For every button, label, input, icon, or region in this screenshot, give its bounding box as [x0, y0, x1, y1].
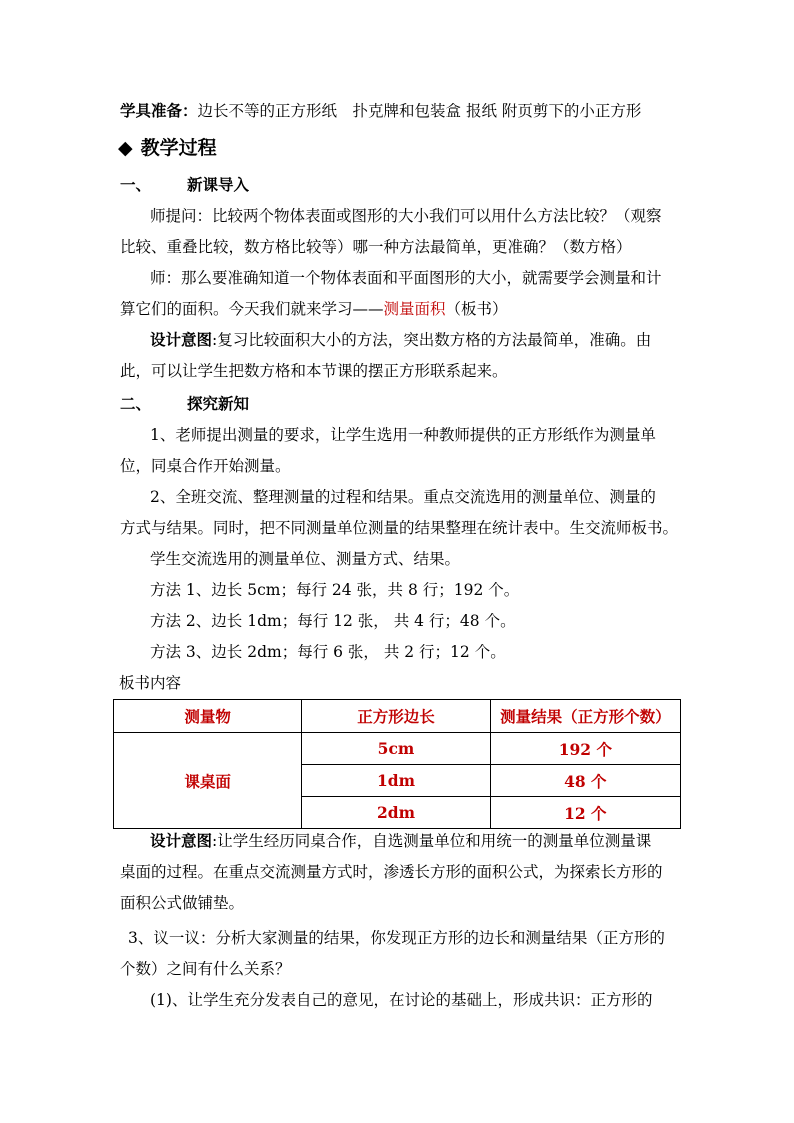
diamond-bullet-icon: ◆ [118, 137, 133, 159]
design-intent-2-line-3: 面积公式做铺垫。 [120, 894, 245, 912]
design-intent-1-line-1 [150, 330, 651, 350]
paragraph-1-line-1: 师提问：比较两个物体表面或图形的大小我们可以用什么方法比较？（观察 [150, 207, 662, 225]
object-cell: 课桌面 [114, 733, 302, 829]
design-intent-label: 设计意图 [150, 330, 213, 349]
section-1-num: 一、 [120, 175, 152, 194]
section-2-title: 探究新知 [187, 394, 250, 413]
paragraph-3-line-1: 1、老师提出测量的要求，让学生选用一种教师提供的正方形纸作为测量单 [150, 426, 656, 444]
method-2: 方法 2、边长 1dm；每行 12 张， 共 4 行；48 个。 [150, 612, 516, 630]
design-intent-1-line-2: 此，可以让学生把数方格和本节课的摆正方形联系起来。 [120, 362, 508, 380]
design-intent-2-line-1 [150, 831, 651, 851]
paragraph-5: 学生交流选用的测量单位、测量方式、结果。 [150, 550, 461, 568]
side-cell: 5cm [302, 733, 490, 765]
paragraph-4-line-2: 方式与结果。同时，把不同测量单位测量的结果整理在统计表中。生交流师板书。 [120, 519, 679, 537]
method-1: 方法 1、边长 5cm；每行 24 张，共 8 行；192 个。 [150, 581, 520, 599]
board-table [113, 699, 681, 829]
section-heading-process [118, 138, 217, 158]
method-3: 方法 3、边长 2dm；每行 6 张， 共 2 行；12 个。 [150, 643, 506, 661]
prep-text: 边长不等的正方形纸 扑克牌和包装盒 报纸 附页剪下的小正方形 [197, 102, 642, 120]
paragraph-2-line-1: 师：那么要准确知道一个物体表面和平面图形的大小，就需要学会测量和计 [150, 269, 662, 287]
design-intent-2-text: :让学生经历同桌合作，自选测量单位和用统一的测量单位测量课 [212, 832, 652, 850]
section-1-heading [120, 175, 249, 195]
paragraph-4-line-1: 2、全班交流、整理测量的过程和结果。重点交流选用的测量单位、测量的 [150, 488, 656, 506]
side-cell: 1dm [302, 765, 490, 797]
process-title: 教学过程 [140, 137, 217, 159]
section-2-heading [120, 394, 249, 414]
count-cell: 12 个 [490, 797, 680, 829]
design-intent-1-text: :复习比较面积大小的方法，突出数方格的方法最简单，准确。由 [212, 331, 652, 349]
topic-highlight: 测量面积 [383, 300, 446, 318]
paragraph-2-text: 算它们的面积。今天我们就来学习—— [120, 300, 384, 318]
side-cell: 2dm [302, 797, 490, 829]
paragraph-2-line-2 [120, 299, 508, 319]
table-row [114, 733, 681, 765]
paragraph-2-tail: （板书） [445, 300, 508, 318]
count-cell: 48 个 [490, 765, 680, 797]
paragraph-6-line-1: 3、议一议：分析大家测量的结果，你发现正方形的边长和测量结果（正方形的 [128, 929, 665, 947]
paragraph-1-line-2: 比较、重叠比较，数方格比较等）哪一种方法最简单，更准确？（数方格） [120, 238, 632, 256]
table-header-cell: 测量结果（正方形个数） [490, 700, 680, 733]
paragraph-6-line-2: 个数）之间有什么关系？ [120, 960, 291, 978]
design-intent-label: 设计意图 [150, 831, 213, 850]
table-header-row [114, 700, 681, 733]
design-intent-2-line-2: 桌面的过程。在重点交流测量方式时，渗透长方形的面积公式，为探索长方形的 [120, 863, 663, 881]
table-header-cell: 测量物 [114, 700, 302, 733]
table-header-cell: 正方形边长 [302, 700, 490, 733]
prep-line [120, 101, 641, 121]
section-1-title: 新课导入 [187, 175, 250, 194]
board-title: 板书内容 [119, 674, 182, 692]
section-2-num: 二、 [120, 394, 152, 413]
count-cell: 192 个 [490, 733, 680, 765]
paragraph-7: (1)、让学生充分发表自己的意见，在讨论的基础上，形成共识：正方形的 [150, 991, 653, 1009]
prep-label: 学具准备： [120, 101, 198, 120]
paragraph-3-line-2: 位，同桌合作开始测量。 [120, 457, 291, 475]
